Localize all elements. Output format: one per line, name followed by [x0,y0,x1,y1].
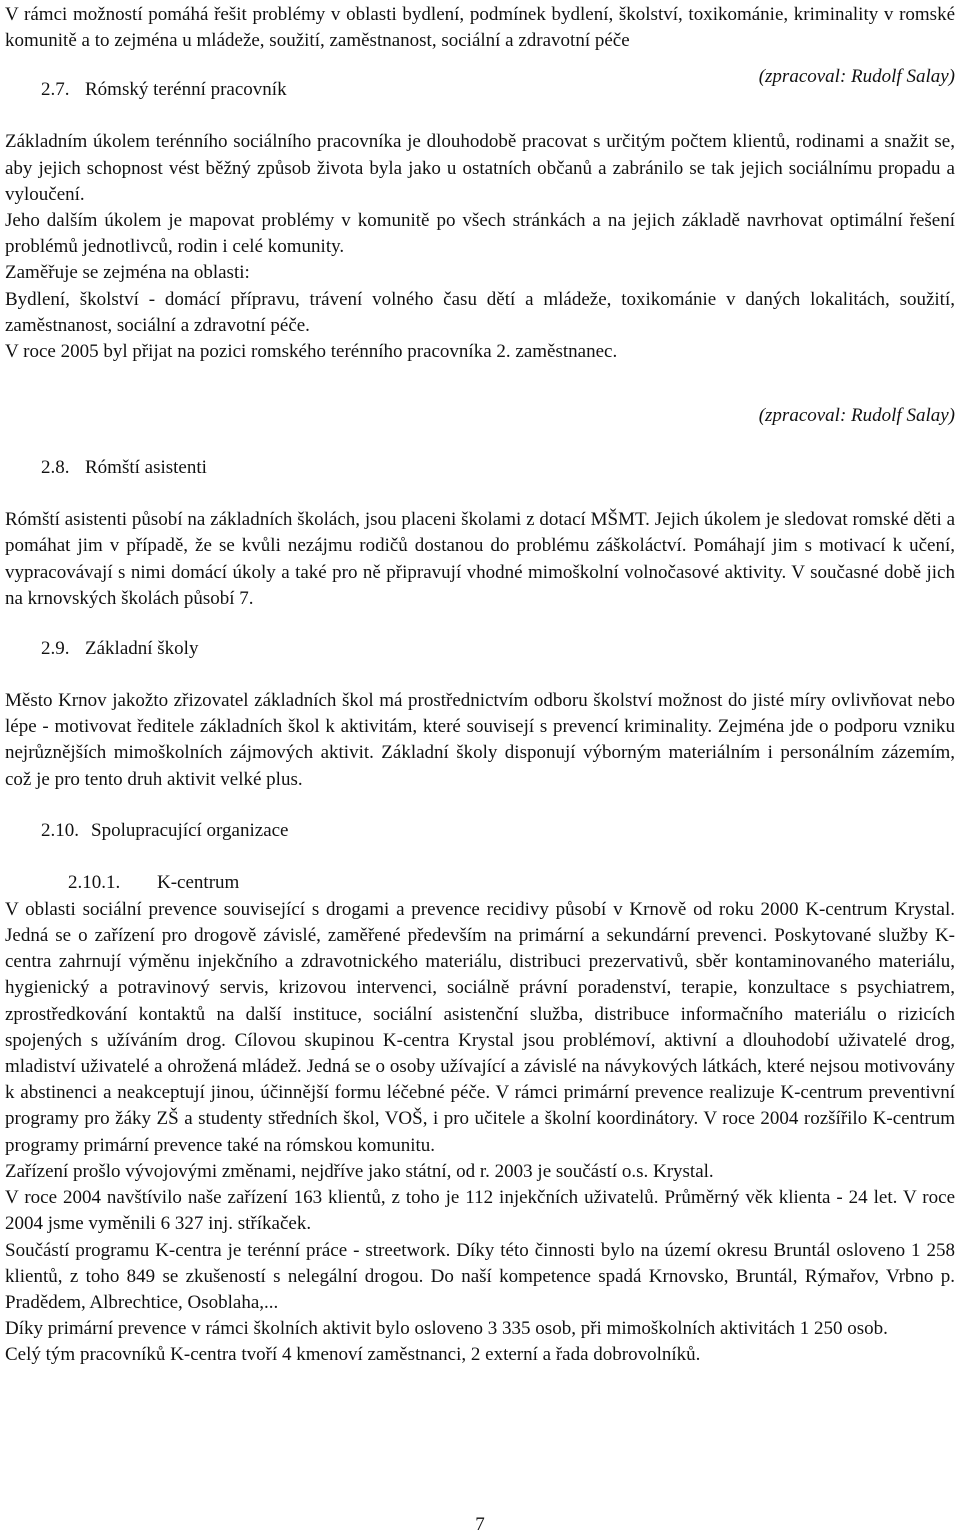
section-number: 2.7. [41,79,70,101]
subsection-number: 2.10.1. [68,871,121,893]
author-credit: (zpracoval: Rudolf Salay) [758,405,955,427]
section-title: Rómský terénní pracovník [85,79,287,101]
paragraph: V oblasti sociální prevence související s drogami a prevence recidivy působí v Krnově od roku 2000 K-centrum Krystal. Jedná se o zařízení pro drogově závislé, zaměřené především na primární a sekundární prevenci. Poskytované služby K-centra zahrnují výměnu injekčního a zdravotnického materiálu, distribuci prezervativů, sběr kontaminovaného materiálu, hygienický a potravinový servis, krizovou intervenci, sociálně právní poradenství, terapie, konzultace s psychiatrem, zprostředkování kontaktů na další instituce, sociální asistenční služba, distribuce informačního materiálu o rizicích spojených s užíváním drog. Cílovou skupinou K-centra Krystal jsou problémoví, aktivní a dlouhodobí uživatelé drog, mladiství uživatelé a ohrožená mládež. Jedná se o osoby užívající a závislé na návykových látkách, které nejsou motivovány k abstinenci a neakceptují jinou, účinnější formu léčebné péče. V rámci primární prevence realizuje K-centrum preventivní programy pro žáky ZŠ a studenty středních škol, VOŠ, i pro učitele a školní koordinátory. V roce 2004 rozšířilo K-centrum programy primární prevence také na rómskou komunitu. [5,898,955,1156]
section-title: Rómští asistenti [85,457,207,479]
intro-paragraph: V rámci možností pomáhá řešit problémy v oblasti bydlení, podmínek bydlení, školství, toxikománie, kriminality v romské komunitě a to zejména u mládeže, soužití, zaměstnanost, sociální a zdravotní péče [5,4,955,52]
section-body-2-7 [5,129,955,365]
subsection-title: K-centrum [157,871,240,893]
paragraph: Základním úkolem terénního sociálního pracovníka je dlouhodobě pracovat s určitým počtem klientů, rodinami a snažit se, aby jejich schopnost vést běžný způsob života byla jako u ostatních občanů a zabránilo se tak jejich sociálnímu propadu a vyloučení. [5,131,955,205]
page-number: 7 [475,1514,485,1535]
section-title: Spolupracující organizace [91,819,289,841]
section-body-2-10-1 [5,897,955,1369]
paragraph: Rómští asistenti působí na základních školách, jsou placeni školami z dotací MŠMT. Jejich úkolem je sledovat romské děti a pomáhat jim v případě, že se kvůli nezájmu rodičů dostanou do problému záškoláctví. Pomáhají jim s motivací k učení, vypracovávají s nimi domácí úkoly a také pro ně připravují vhodné mimoškolní volnočasové aktivity. V současné době jich na krnovských školách působí 7. [5,509,955,609]
paragraph: Zařízení prošlo vývojovými změnami, nejdříve jako státní, od r. 2003 je součástí o.s. Krystal. [5,1160,714,1182]
section-heading-2-8 [5,455,955,482]
paragraph: V roce 2005 byl přijat na pozici romského terénního pracovníka 2. zaměstnanec. [5,341,618,363]
section-body-2-8 [5,507,955,612]
author-credit: (zpracoval: Rudolf Salay) [758,66,955,88]
paragraph: Zaměřuje se zejména na oblasti: [5,262,250,284]
subsection-heading-2-10-1 [5,870,955,897]
section-number: 2.8. [41,457,70,479]
paragraph: Město Krnov jakožto zřizovatel základních škol má prostřednictvím odboru školství možnost do jisté míry ovlivňovat nebo lépe - motivovat ředitele základních škol k aktivitám, které souvisejí s prevencí kriminality. Zejména jde o podporu vzniku nejrůznějších mimoškolních zájmových aktivit. Základní školy disponují výborným materiálním i personálním zázemím, což je pro tento druh aktivit velké plus. [5,690,955,790]
document-page [5,2,955,1369]
section-number: 2.10. [41,819,79,841]
paragraph: Celý tým pracovníků K-centra tvoří 4 kmenoví zaměstnanci, 2 externí a řada dobrovolníků. [5,1344,701,1366]
section-heading-2-7 [5,66,955,104]
section-heading-2-10 [5,818,955,845]
section-body-2-9 [5,688,955,793]
paragraph: Jeho dalším úkolem je mapovat problémy v komunitě po všech stránkách a na jejich základě navrhovat optimální řešení problémů jednotlivců, rodin i celé komunity. [5,210,955,258]
paragraph: V roce 2004 navštívilo naše zařízení 163 klientů, z toho je 112 injekčních uživatelů. Průměrný věk klienta - 24 let. V roce 2004 jsme vyměnili 6 327 inj. stříkaček. [5,1187,955,1235]
section-heading-2-9 [5,636,955,663]
section-title: Základní školy [85,638,199,660]
paragraph: Bydlení, školství - domácí přípravu, trávení volného času dětí a mládeže, toxikománie v daných lokalitách, soužití, zaměstnanost, sociální a zdravotní péče. [5,288,955,336]
paragraph: Součástí programu K-centra je terénní práce - streetwork. Díky této činnosti bylo na území okresu Bruntál osloveno 1 258 klientů, z toho 849 se zkušeností s nelegální drogou. Do naší kompetence spadá Krnovsko, Bruntál, Rýmařov, Vrbno p. Pradědem, Albrechtice, Osoblaha,... [5,1239,955,1313]
paragraph: Díky primární prevence v rámci školních aktivit bylo osloveno 3 335 osob, při mimoškolních aktivitách 1 250 osob. [5,1318,888,1340]
section-number: 2.9. [41,638,70,660]
